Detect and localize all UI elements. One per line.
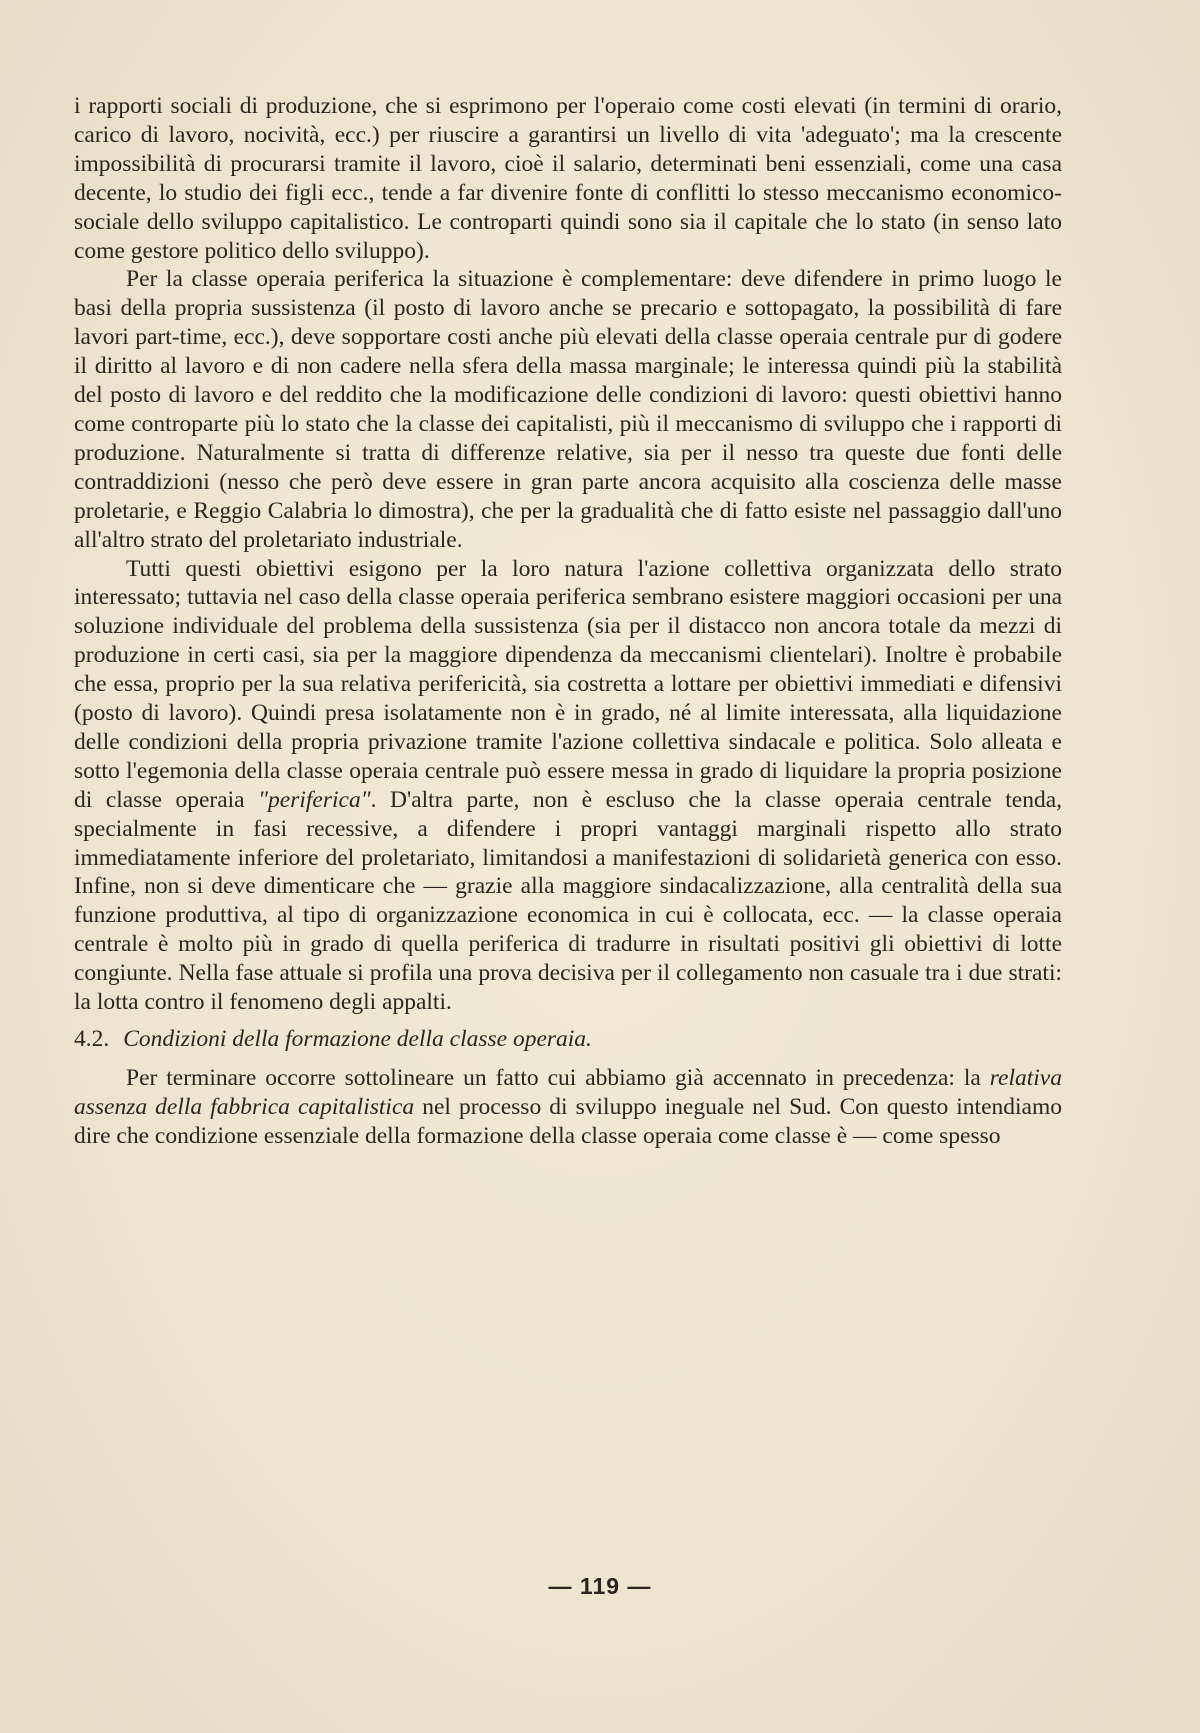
paragraph-continuation: i rapporti sociali di produzione, che si esprimono per l'operaio come costi elevati (in termini di orario, carico di lavoro, nocività, ecc.) per riuscire a garantirsi un livello di vita 'adeguato'; ma la crescente impossibilità di procurarsi tramite il lavoro, cioè il salario, determinati beni essenziali, come una casa decente, lo studio dei figli ecc., tende a far divenire fonte di conflitti lo stesso meccanismo economico-sociale dello sviluppo capitalistico. Le controparti quindi sono sia il capitale che lo stato (in senso lato come gestore politico dello sviluppo). [74, 93, 1062, 264]
paragraph-obiettivi [74, 555, 1062, 1018]
section-title: Condizioni della formazione della classe operaia. [123, 1026, 592, 1052]
paragraph-terminare [74, 1064, 1062, 1151]
paragraph-obiettivi-italic: "periferica" [258, 786, 371, 813]
paragraph-obiettivi-text-1: Tutti questi obiettivi esigono per la loro natura l'azione collettiva organizzata dello strato interessato; tuttavia nel caso della classe operaia periferica sembrano esistere maggiori occasioni per una soluzione individuale del problema della sussistenza (sia per il distacco non ancora totale da mezzi di produzione in certi casi, sia per la maggiore dipendenza da meccanismi clientelari). Inoltre è probabile che essa, proprio per la sua relativa perifericità, sia costretta a lottare per obiettivi immediati e difensivi (posto di lavoro). Quindi presa isolatamente non è in grado, né al limite interessata, alla liquidazione delle condizioni della propria privazione tramite l'azione collettiva sindacale e politica. Solo alleata e sotto l'egemonia della classe operaia centrale può essere messa in grado di liquidare la propria posizione di classe operaia [74, 555, 1062, 813]
paragraph-classe-periferica: Per la classe operaia periferica la situazione è complementare: deve difendere in primo luogo le basi della propria sussistenza (il posto di lavoro anche se precario e sottopagato, la possibilità di fare lavori part-time, ecc.), deve sopportare costi anche più elevati della classe operaia centrale pur di godere il diritto al lavoro e di non cadere nella sfera della massa marginale; le interessa quindi più la stabilità del posto di lavoro e del reddito che la modificazione delle condizioni di lavoro: questi obiettivi hanno come controparte più lo stato che la classe dei capitalisti, più il meccanismo di sviluppo che i rapporti di produzione. Naturalmente si tratta di differenze relative, sia per il nesso tra queste due fonti delle contraddizioni (nesso che però deve essere in gran parte ancora acquisito alla coscienza delle masse proletarie, e Reggio Calabria lo dimostra), che per la gradualità che di fatto esiste nel passaggio dall'uno all'altro strato del proletariato industriale. [74, 266, 1062, 553]
body-text [74, 92, 1062, 1151]
paragraph-terminare-text-2: nel processo di sviluppo ineguale nel Sud. Con questo intendiamo dire che condizione essenziale della formazione della classe operaia come classe è — come spesso [74, 1093, 1062, 1149]
paragraph-obiettivi-text-2: . D'altra parte, non è escluso che la classe operaia centrale tenda, specialmente in fasi recessive, a difendere i propri vantaggi marginali rispetto allo strato immediatamente inferiore del proletariato, limitandosi a manifestazioni di solidarietà generica con esso. Infine, non si deve dimenticare che — grazie alla maggiore sindacalizzazione, alla centralità della sua funzione produttiva, al tipo di organizzazione economica in cui è collocata, ecc. — la classe operaia centrale è molto più in grado di quella periferica di tradurre in risultati positivi gli obiettivi di lotte congiunte. Nella fase attuale si profila una prova decisiva per il collegamento non casuale tra i due strati: la lotta contro il fenomeno degli appalti. [74, 786, 1062, 1016]
section-heading [74, 1025, 1062, 1054]
page-number: — 119 — [548, 1573, 652, 1599]
paragraph-terminare-text-1: Per terminare occorre sottolineare un fatto cui abbiamo già accennato in precedenza: la [126, 1064, 990, 1091]
section-number: 4.2. [74, 1026, 110, 1052]
paragraph-terminare-italic: relativa assenza della fabbrica capitalistica [74, 1064, 1062, 1120]
